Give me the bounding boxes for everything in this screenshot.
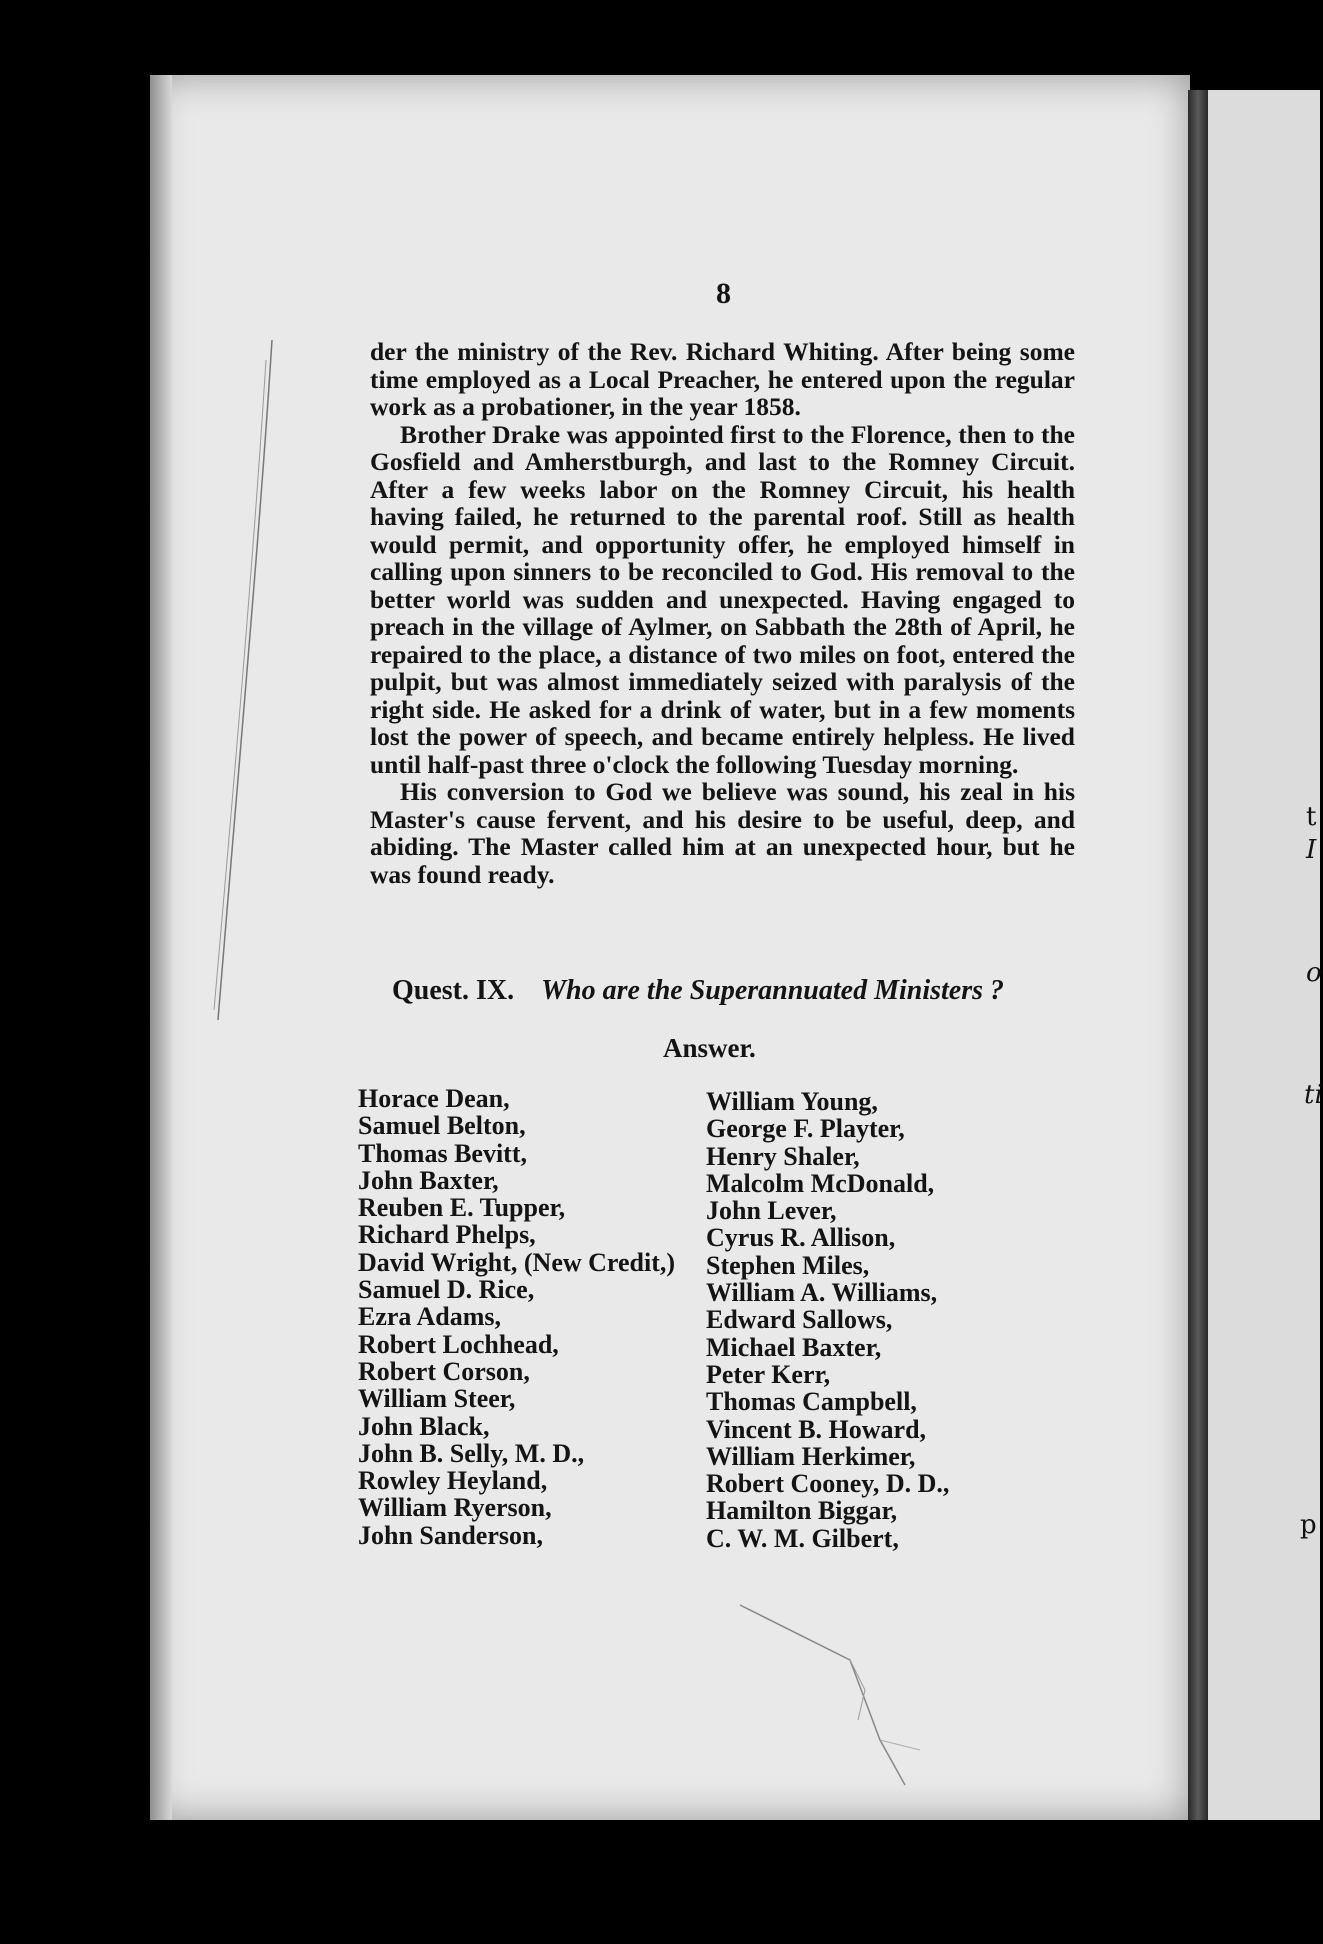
list-item: Samuel D. Rice,	[358, 1275, 535, 1305]
adjacent-page-fragment: p	[1300, 1510, 1317, 1540]
list-item: Robert Corson,	[358, 1356, 530, 1386]
list-item: Peter Kerr,	[706, 1359, 831, 1389]
list-item: William Young,	[706, 1087, 878, 1116]
list-item: John Sanderson,	[358, 1520, 543, 1550]
ministers-list-left	[358, 1085, 675, 1549]
list-item: C. W. M. Gilbert,	[706, 1523, 899, 1553]
list-item: John Lever,	[706, 1196, 837, 1226]
paper-crease-mark	[730, 1600, 970, 1790]
page-left-edge	[150, 75, 172, 1820]
paragraph: der the ministry of the Rev. Richard Whiting. After being some time employed as a Local Preacher, he entered upon the regular work as a probationer, in the year 1858.	[370, 337, 1075, 421]
list-item: Henry Shaler,	[706, 1141, 860, 1171]
paragraph: His conversion to God we believe was sound, his zeal in his Master's cause fervent, and his desire to be useful, deep, and abiding. The Master called him at an unexpected hour, but he was found ready.	[370, 777, 1075, 889]
margin-pencil-line	[210, 330, 290, 1030]
answer-heading: Answer.	[663, 1033, 756, 1063]
list-item: William Ryerson,	[358, 1493, 552, 1523]
list-item: Robert Lochhead,	[358, 1329, 559, 1359]
adjacent-page	[1208, 90, 1323, 1820]
question-title: Who are the Superannuated Ministers ?	[541, 975, 1005, 1006]
list-item: Michael Baxter,	[706, 1332, 882, 1362]
list-item: William A. Williams,	[706, 1278, 938, 1308]
list-item: David Wright, (New Credit,)	[358, 1247, 676, 1277]
list-item: Reuben E. Tupper,	[358, 1193, 566, 1223]
page-number: 8	[716, 277, 731, 310]
question-heading	[392, 975, 1004, 1007]
list-item: William Herkimer,	[706, 1441, 916, 1471]
list-item: Cyrus R. Allison,	[706, 1223, 896, 1253]
list-item: Horace Dean,	[358, 1084, 510, 1113]
list-item: John Baxter,	[358, 1165, 499, 1195]
list-item: John B. Selly, M. D.,	[358, 1438, 585, 1468]
book-gutter	[1188, 90, 1208, 1820]
adjacent-page-fragment: o	[1306, 958, 1322, 988]
list-item: William Steer,	[358, 1384, 516, 1414]
list-item: Richard Phelps,	[358, 1220, 536, 1250]
list-item: Samuel Belton,	[358, 1111, 526, 1141]
list-item: Thomas Bevitt,	[358, 1138, 527, 1168]
list-item: George F. Playter,	[706, 1114, 905, 1144]
list-item: Robert Cooney, D. D.,	[706, 1469, 950, 1499]
question-label: Quest. IX.	[392, 975, 515, 1006]
list-item: Thomas Campbell,	[706, 1387, 917, 1417]
adjacent-page-fragment: I	[1306, 835, 1317, 865]
list-item: Ezra Adams,	[358, 1302, 501, 1332]
paragraph: Brother Drake was appointed first to the Florence, then to the Gosfield and Amherstburgh, and last to the Romney Circuit. After a few weeks labor on the Romney Circuit, his health having failed, he returned to the parental roof. Still as health would permit, and opportunity offer, he employed himself in calling upon sinners to be reconciled to God. His removal to the better world was sudden and unexpected. Having engaged to preach in the village of Aylmer, on Sabbath the 28th of April, he repaired to the place, a distance of two miles on foot, entered the pulpit, but was almost immediately seized with paralysis of the right side. He asked for a drink of water, but in a few moments lost the power of speech, and became entirely helpless. He lived until half-past three o'clock the following Tuesday morning.	[370, 419, 1075, 779]
list-item: Rowley Heyland,	[358, 1466, 548, 1496]
list-item: Hamilton Biggar,	[706, 1496, 898, 1526]
ministers-list-right	[706, 1088, 949, 1552]
list-item: John Black,	[358, 1411, 490, 1441]
obituary-text	[370, 338, 1075, 888]
list-item: Edward Sallows,	[706, 1305, 893, 1335]
list-item: Vincent B. Howard,	[706, 1414, 927, 1444]
adjacent-page-fragment: ti	[1304, 1080, 1323, 1110]
list-item: Malcolm McDonald,	[706, 1168, 935, 1198]
adjacent-page-fragment: t	[1306, 802, 1317, 832]
list-item: Stephen Miles,	[706, 1250, 870, 1280]
